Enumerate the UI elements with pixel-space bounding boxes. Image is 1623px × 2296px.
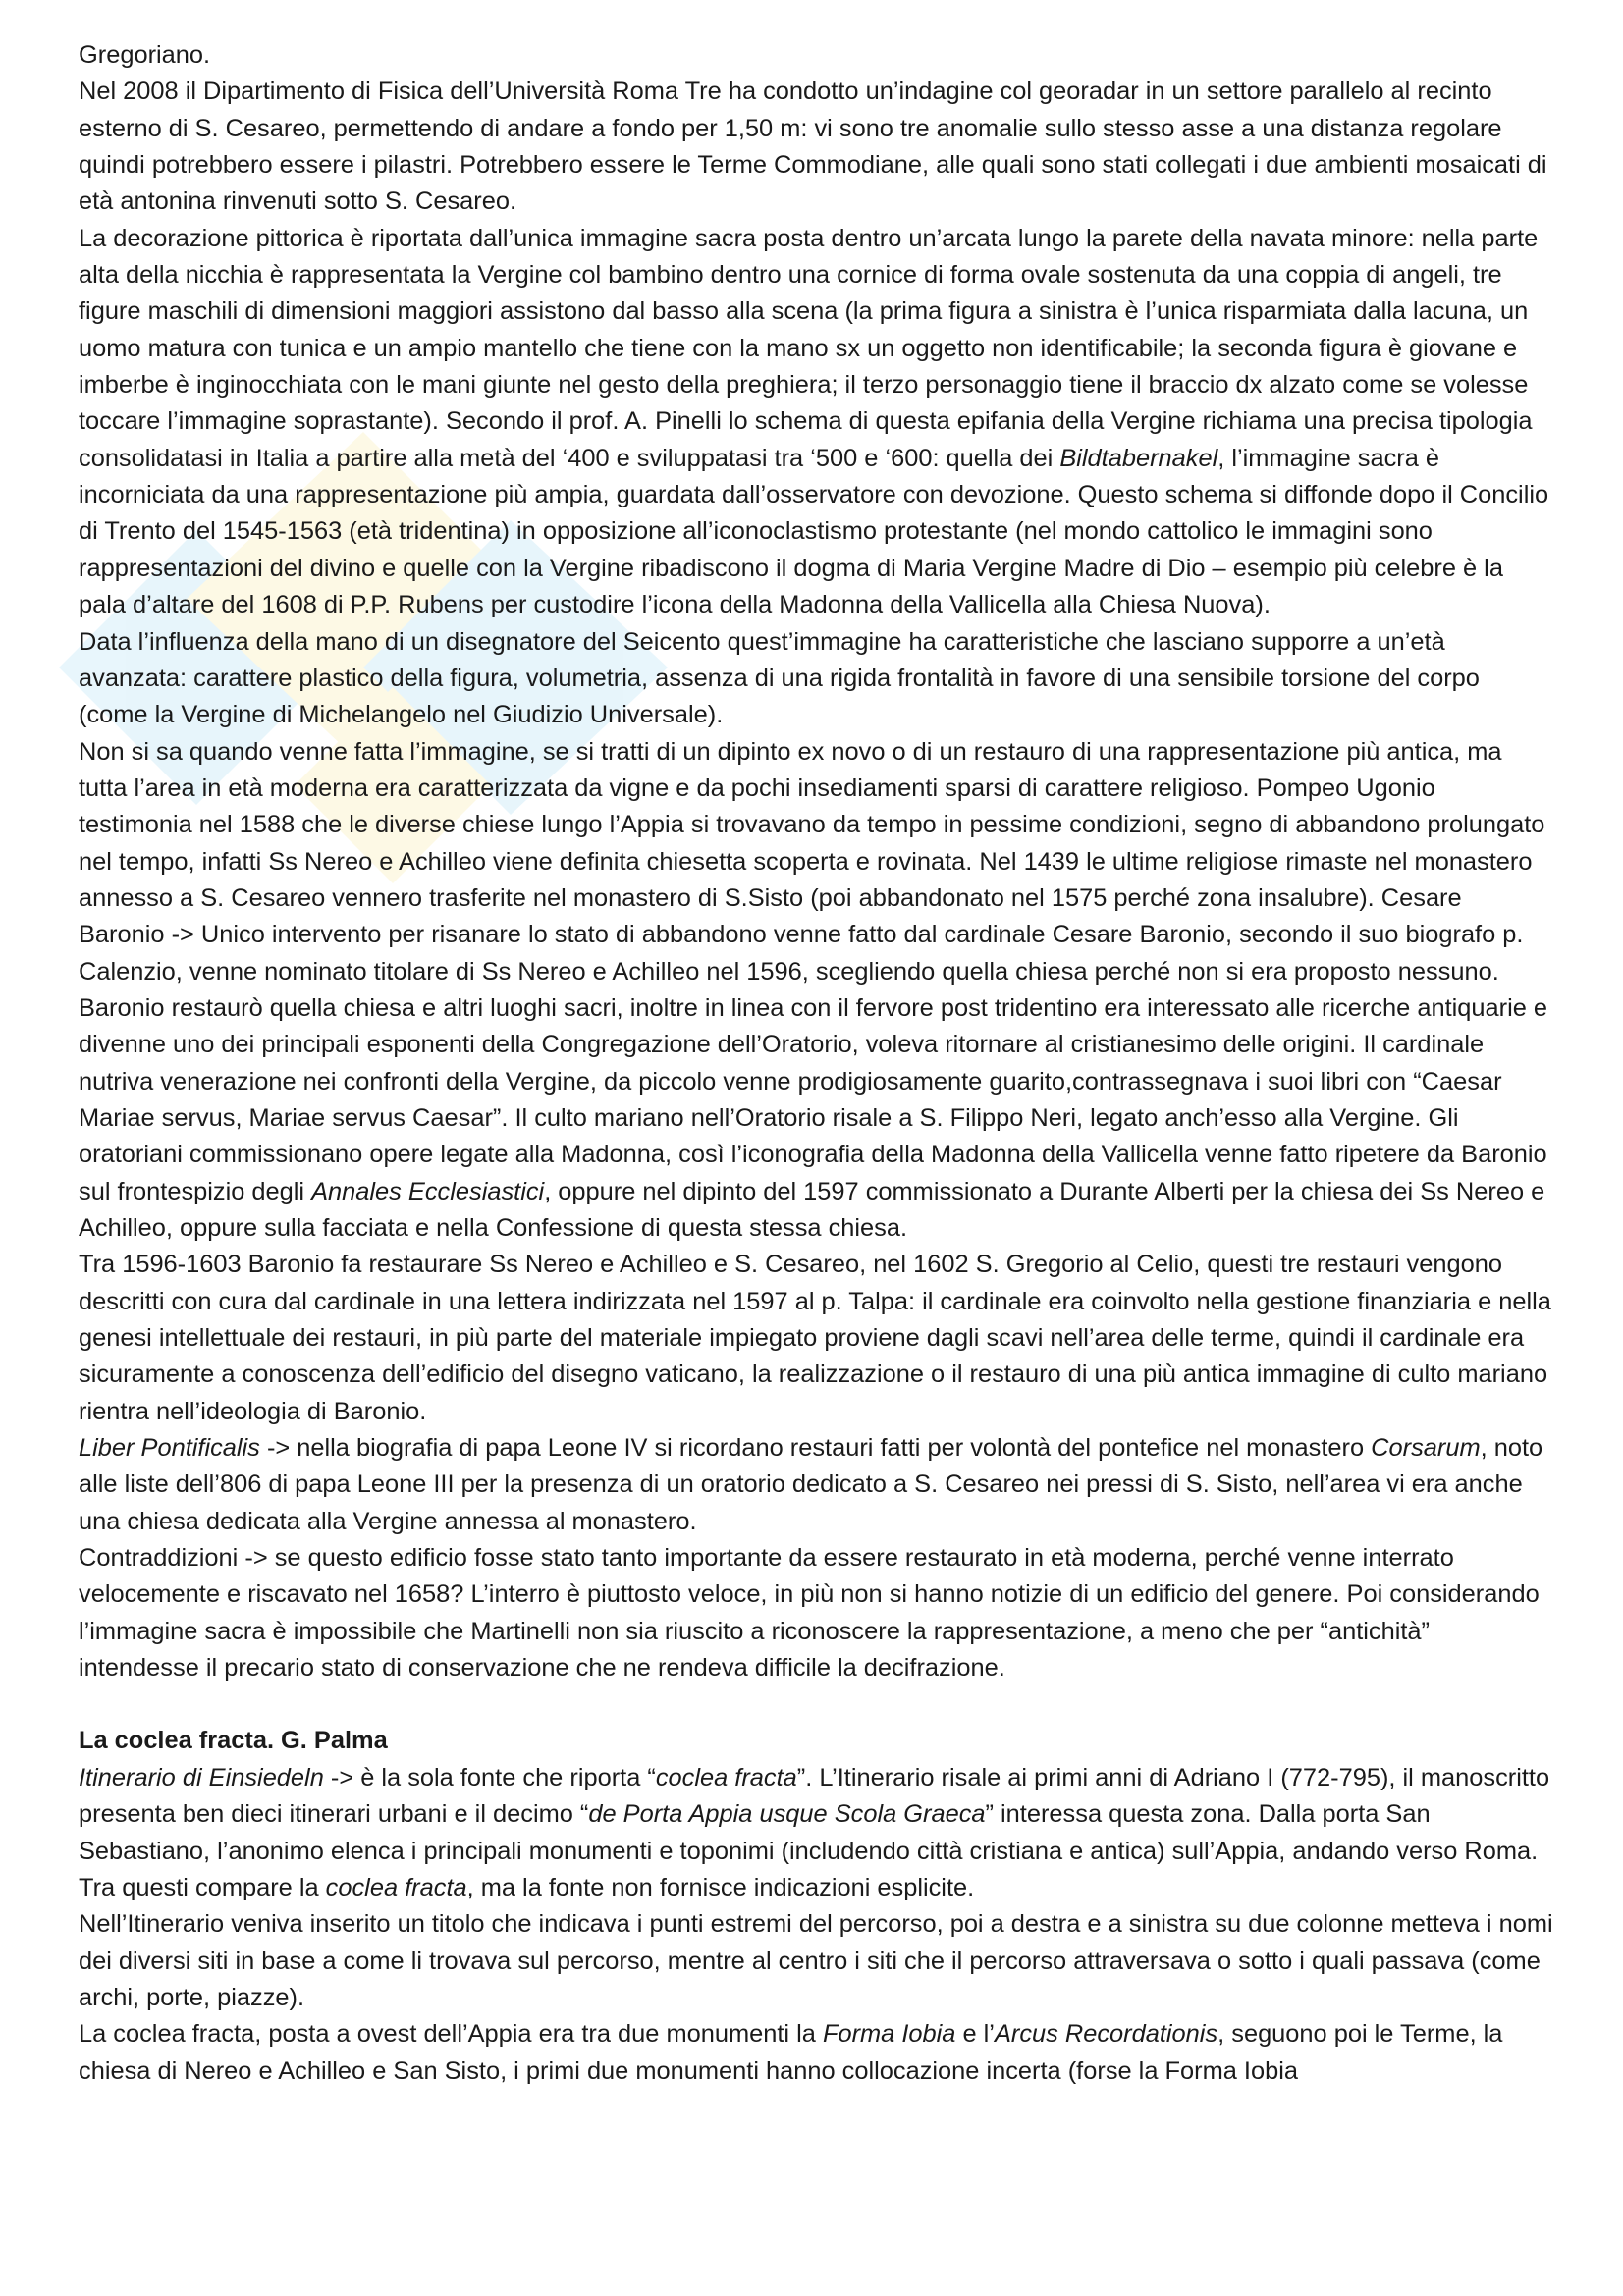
paragraph-9-italic-3: de Porta Appia usque Scola Graeca [588,1800,986,1829]
paragraph-11-text-b: e l’ [955,2020,995,2049]
paragraph-9-italic-4: coclea fracta [325,1873,467,1901]
paragraph-10-text: Nell’Itinerario veniva inserito un titolo che indicava i punti estremi del percorso, poi a destra e a sinistra su due colonne metteva i nomi dei diversi siti in base a come li trovava sul percorso, mentre al centro i siti che il percorso attraversava o sotto i quali passava (come archi, porte, piazze). [79,1910,1553,2011]
paragraph-9 [79,1760,1553,1906]
paragraph-7-italic-2: Corsarum [1371,1434,1481,1463]
paragraph-1-text: Gregoriano. [79,41,211,69]
paragraph-11-text-c: , seguono poi le Terme, la chiesa di Nereo e Achilleo e San Sisto, i primi due monumenti hanno collocazione incerta (forse la Forma Iobia [79,2020,1503,2085]
paragraph-9-text-a: -> è la sola fonte che riporta “ [323,1763,656,1791]
paragraph-5-text-b: , oppure nel dipinto del 1597 commissionato a Durante Alberti per la chiesa dei Ss Nereo e Achilleo, oppure sulla facciata e nella Confessione di questa stessa chiesa. [79,1177,1545,1242]
paragraph-3-text-c: , l’immagine sacra è incorniciata da una rappresentazione più ampia, guardata dall’osservatore con devozione. Questo schema si diffonde dopo il Concilio di Trento del 1545-1563 (età tridentina) in opposizione all’iconoclastismo protestante (nel mondo cattolico le immagini sono rappresentazioni del divino e quelle con la Vergine ribadiscono il dogma di Maria Vergine Madre di Dio – esempio più celebre è la pala d’altare del 1608 di P.P. Rubens per custodire l’icona della Madonna della Vallicella alla Chiesa Nuova). [79,444,1549,619]
paragraph-9-italic-1: Itinerario di Einsiedeln [79,1763,324,1791]
paragraph-1 [79,37,1553,74]
paragraph-9-italic-2: coclea fracta [655,1763,797,1791]
section-heading-text: La coclea fracta. G. Palma [79,1727,388,1755]
paragraph-11 [79,2016,1553,2090]
section-gap [79,1686,1553,1723]
paragraph-11-text-a: La coclea fracta, posta a ovest dell’Appia era tra due monumenti la [79,2020,823,2049]
paragraph-3-italic-term: Bildtabernakel [1059,444,1218,472]
paragraph-7 [79,1430,1553,1540]
paragraph-9-text-d: , ma la fonte non fornisce indicazioni esplicite. [466,1873,975,1901]
paragraph-5-italic-term: Annales Ecclesiastici [311,1177,545,1205]
paragraph-4 [79,624,1553,734]
paragraph-10 [79,1906,1553,2016]
paragraph-8 [79,1540,1553,1686]
section-heading [79,1723,1553,1759]
paragraph-3 [79,221,1553,624]
paragraph-5 [79,734,1553,1248]
paragraph-7-italic-1: Liber Pontificalis [79,1434,260,1463]
paragraph-6-text: Tra 1596-1603 Baronio fa restaurare Ss Nereo e Achilleo e S. Cesareo, nel 1602 S. Gregorio al Celio, questi tre restauri vengono descritti con cura dal cardinale in una lettera indirizzata nel 1597 al p. Talpa: il cardinale era coinvolto nella gestione finanziaria e nella genesi intellettuale dei restauri, in più parte del materiale impiegato proviene dagli scavi nell’area delle terme, quindi il cardinale era sicuramente a conoscenza dell’edificio del disegno vaticano, la realizzazione o il restauro di una più antica immagine di culto mariano rientra nell’ideologia di Baronio. [79,1251,1551,1425]
paragraph-6 [79,1247,1553,1430]
document-page [79,37,1553,2090]
paragraph-3-text-a: La decorazione pittorica è riportata dall’unica immagine sacra posta dentro un’arcata lungo la parete della navata minore: nella parte alta della nicchia è rappresentata la Vergine col bambino dentro una cornice di forma ovale sostenuta da una coppia di angeli, tre figure maschili di dimensioni maggiori assistono dal basso alla scena (la prima figura a sinistra è l’unica risparmiata dalla lacuna, un uomo matura con tunica e un ampio mantello che tiene con la mano sx un oggetto non identificabile; la seconda figura è giovane e imberbe è inginocchiata con le mani giunte nel gesto della preghiera; il terzo personaggio tiene il braccio dx alzato come se volesse toccare l’immagine soprastante). Secondo il prof. A. Pinelli lo schema di questa epifania della Vergine richiama una precisa tipologia consolidatasi in Italia a partire alla metà del ‘400 e sviluppatasi tra ‘500 e ‘600: quella dei [79,224,1539,472]
paragraph-5-text: Non si sa quando venne fatta l’immagine, se si tratti di un dipinto ex novo o di un restauro di una rappresentazione più antica, ma tutta l’area in età moderna era caratterizzata da vigne e da pochi insediamenti sparsi di carattere religioso. Pompeo Ugonio testimonia nel 1588 che le diverse chiese lungo l’Appia si trovavano da tempo in pessime condizioni, segno di abbandono prolungato nel tempo, infatti Ss Nereo e Achilleo viene definita chiesetta scoperta e rovinata. Nel 1439 le ultime religiose rimaste nel monastero annesso a S. Cesareo vennero trasferite nel monastero di S.Sisto (poi abbandonato nel 1575 perché zona insalubre). Cesare Baronio -> Unico intervento per risanare lo stato di abbandono venne fatto dal cardinale Cesare Baronio, secondo il suo biografo p. Calenzio, venne nominato titolare di Ss Nereo e Achilleo nel 1596, scegliendo quella chiesa perché non si era proposto nessuno. Baronio restaurò quella chiesa e altri luoghi sacri, inoltre in linea con il fervore post tridentino era interessato alle ricerche antiquarie e divenne uno dei principali esponenti della Congregazione dell’Oratorio, voleva ritornare al cristianesimo delle origini. Il cardinale nutriva venerazione nei confronti della Vergine, da piccolo venne prodigiosamente guarito,contrassegnava i suoi libri con “Caesar Mariae servus, Mariae servus Caesar”. Il culto mariano nell’Oratorio risale a S. Filippo Neri, legato anch’esso alla Vergine. Gli oratoriani commissionano opere legate alla Madonna, così l’iconografia della Madonna della Vallicella venne fatto ripetere da Baronio sul frontespizio degli [79,737,1548,1205]
paragraph-7-text-a: -> nella biografia di papa Leone IV si ricordano restauri fatti per volontà del pontefice nel monastero [259,1434,1372,1463]
paragraph-11-italic-1: Forma Iobia [822,2020,956,2049]
paragraph-2-text: Nel 2008 il Dipartimento di Fisica dell’Università Roma Tre ha condotto un’indagine col georadar in un settore parallelo al recinto esterno di S. Cesareo, permettendo di andare a fondo per 1,50 m: vi sono tre anomalie sullo stesso asse a una distanza regolare quindi potrebbero essere i pilastri. Potrebbero essere le Terme Commodiane, alle quali sono stati collegati i due ambienti mosaicati di età antonina rinvenuti sotto S. Cesareo. [79,78,1547,216]
paragraph-7-text-b: , noto alle liste dell’806 di papa Leone III per la presenza di un oratorio dedicato a S. Cesareo nei pressi di S. Sisto, nell’area vi era anche una chiesa dedicata alla Vergine annessa al monastero. [79,1434,1543,1535]
paragraph-11-italic-2: Arcus Recordationis [994,2020,1218,2049]
paragraph-9-text-b: ”. L’Itinerario risale ai primi anni di Adriano I (772-795), il manoscritto presenta ben dieci itinerari urbani e il decimo “ [79,1763,1550,1829]
paragraph-8-text: Contraddizioni -> se questo edificio fosse stato tanto importante da essere restaurato in età moderna, perché venne interrato velocemente e riscavato nel 1658? L’interro è piuttosto veloce, in più non si hanno notizie di un edificio del genere. Poi considerando l’immagine sacra è impossibile che Martinelli non sia riuscito a riconoscere la rappresentazione, a meno che per “antichità” intendesse il precario stato di conservazione che ne rendeva difficile la decifrazione. [79,1544,1540,1682]
paragraph-2 [79,74,1553,220]
paragraph-9-text-c: ” interessa questa zona. Dalla porta San Sebastiano, l’anonimo elenca i principali monumenti e toponimi (includendo città cristiana e antica) sull’Appia, andando verso Roma. Tra questi compare la [79,1800,1539,1901]
paragraph-4-text: Data l’influenza della mano di un disegnatore del Seicento quest’immagine ha caratteristiche che lasciano supporre a un’età avanzata: carattere plastico della figura, volumetria, assenza di una rigida frontalità in favore di una sensibile torsione del corpo (come la Vergine di Michelangelo nel Giudizio Universale). [79,627,1480,729]
